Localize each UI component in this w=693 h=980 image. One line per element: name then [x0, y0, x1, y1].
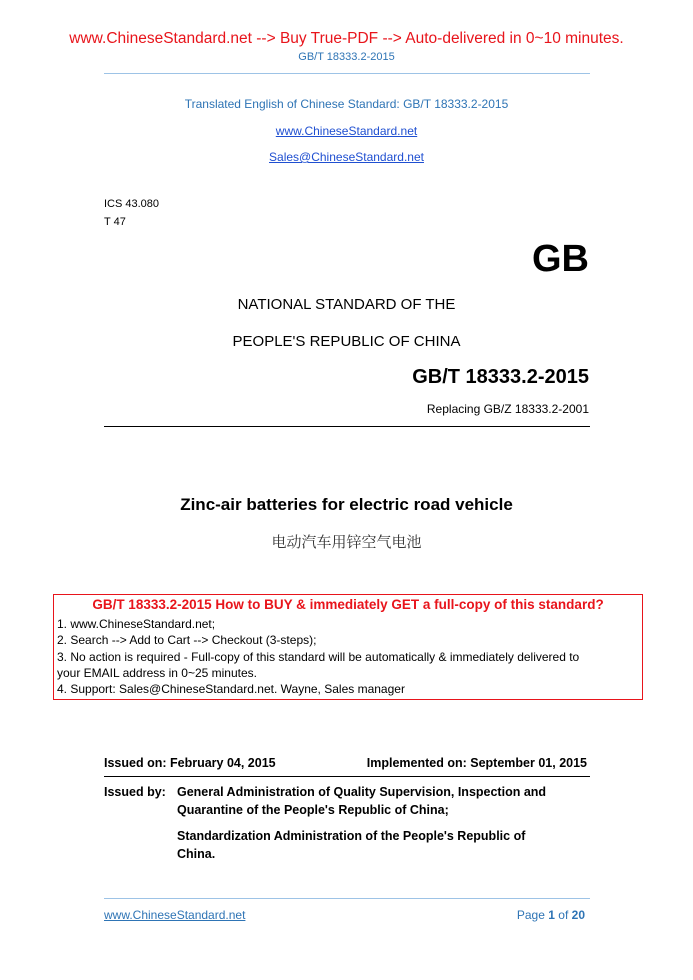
promo-banner[interactable]: www.ChineseStandard.net --> Buy True-PDF --> Auto-delivered in 0~10 minutes. [69, 30, 624, 47]
page-indicator [517, 908, 585, 922]
national-standard-line1: NATIONAL STANDARD OF THE [237, 296, 456, 313]
national-standard-line2: PEOPLE'S REPUBLIC OF CHINA [232, 333, 461, 350]
translation-note: Translated English of Chinese Standard: GB/T 18333.2-2015 [184, 97, 509, 111]
issued-by-label: Issued by: [104, 785, 166, 799]
issuer-line-2: Quarantine of the People's Republic of China; [177, 803, 449, 817]
issuer-line-1: General Administration of Quality Supervision, Inspection and [177, 785, 547, 799]
gb-mark: GB [532, 238, 589, 280]
of-label: of [558, 908, 569, 922]
buy-heading: GB/T 18333.2-2015 How to BUY & immediately GET a full-copy of this standard? [92, 597, 604, 612]
buy-step-2: 2. Search --> Add to Cart --> Checkout (3-steps); [57, 633, 317, 647]
buy-step-3-cont: your EMAIL address in 0~25 minutes. [57, 666, 257, 680]
ics-code: ICS 43.080 [104, 198, 160, 210]
title-divider [104, 426, 590, 427]
buy-step-3: 3. No action is required - Full-copy of this standard will be automatically & immediately delivered to [57, 650, 580, 664]
buy-info-box [53, 594, 643, 700]
standard-number: GB/T 18333.2-2015 [412, 366, 589, 388]
footer-divider [104, 898, 590, 899]
buy-step-1: 1. www.ChineseStandard.net; [57, 617, 216, 631]
issuer-line-3: Standardization Administration of the People's Republic of [177, 829, 526, 843]
page-label: Page [516, 908, 545, 922]
email-link[interactable]: Sales@ChineseStandard.net [269, 150, 424, 164]
header-standard-code: GB/T 18333.2-2015 [298, 51, 395, 63]
footer-site-link[interactable]: www.ChineseStandard.net [104, 908, 246, 922]
page-total: 20 [571, 908, 585, 922]
implemented-on-date: Implemented on: September 01, 2015 [366, 756, 587, 770]
page-number: 1 [548, 908, 555, 922]
site-link-wrapper [0, 122, 693, 140]
header-divider [104, 73, 590, 74]
document-title-english: Zinc-air batteries for electric road vehicle [180, 495, 513, 514]
dates-divider [104, 776, 590, 777]
issuer-line-4: China. [177, 847, 216, 861]
site-link[interactable]: www.ChineseStandard.net [275, 124, 418, 138]
issued-on-date: Issued on: February 04, 2015 [104, 756, 276, 770]
buy-step-4: 4. Support: Sales@ChineseStandard.net. Wayne, Sales manager [57, 682, 405, 696]
category-code: T 47 [104, 216, 126, 228]
replacing-note: Replacing GB/Z 18333.2-2001 [426, 402, 589, 416]
email-link-wrapper [0, 148, 693, 166]
document-title-chinese: 电动汽车用锌空气电池 [271, 533, 422, 551]
